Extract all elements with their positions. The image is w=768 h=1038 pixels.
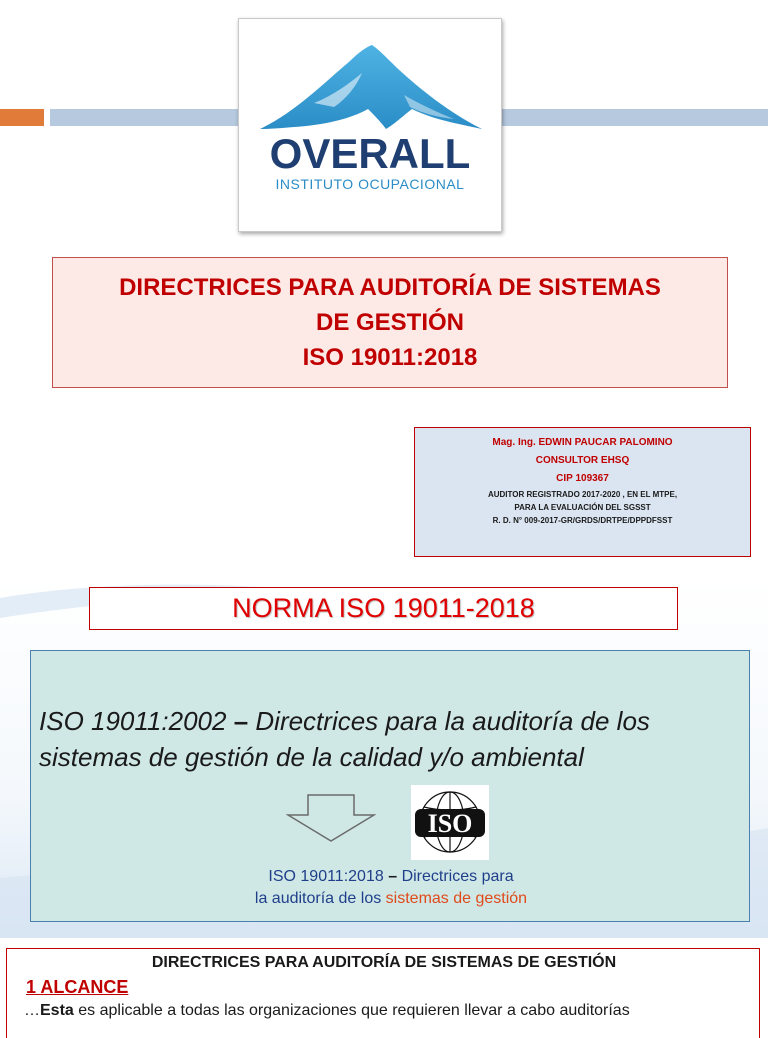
mountain-icon	[254, 43, 486, 133]
title-line-2: DE GESTIÓN	[315, 309, 465, 336]
title-box	[52, 257, 728, 388]
author-name: Mag. Ing. EDWIN PAUCAR PALOMINO	[492, 437, 673, 448]
body-bold: Esta	[40, 1002, 74, 1019]
globe-icon	[411, 785, 489, 860]
title-line-1: DIRECTRICES PARA AUDITORÍA DE SISTEMAS	[119, 274, 661, 301]
body-ellipsis: …	[24, 1002, 40, 1019]
alcance-body	[24, 1001, 768, 1021]
author-line-2: PARA LA EVALUACIÓN DEL SGSST	[514, 503, 651, 512]
iso-logo	[411, 785, 489, 860]
iso-2018-dash: –	[388, 868, 398, 885]
norma-header: NORMA ISO 19011-2018	[232, 593, 535, 623]
author-box	[414, 427, 751, 557]
accent-bar-orange	[0, 109, 44, 126]
slide-norma	[0, 578, 768, 938]
alcance-slide-title: DIRECTRICES PARA AUDITORÍA DE SISTEMAS DE GESTIÓN	[151, 954, 617, 971]
iso-2018-text-2: la auditoría de los	[254, 890, 382, 907]
author-line-3: R. D. N° 009-2017-GR/GRDS/DRTPE/DPPDFSST	[492, 516, 673, 525]
iso-2018-text-1: Directrices para	[401, 868, 514, 885]
arrow-down-icon	[286, 793, 376, 843]
iso-2018-highlight: sistemas de gestión	[385, 890, 528, 907]
iso-2002-dash: –	[233, 706, 249, 736]
author-line-1: AUDITOR REGISTRADO 2017-2020 , EN EL MTPE,	[487, 490, 678, 499]
body-rest: es aplicable a todas las organizaciones que requieren llevar a cabo auditorías	[73, 1002, 630, 1019]
overall-logo	[238, 18, 502, 232]
logo-subtitle: INSTITUTO OCUPACIONAL	[275, 176, 465, 192]
iso-panel	[30, 650, 750, 922]
iso-2018-caption	[31, 866, 751, 910]
iso-2002-heading	[39, 703, 745, 775]
norma-header-box	[89, 587, 678, 630]
iso-2002-code: ISO 19011:2002	[39, 706, 227, 736]
author-role: CONSULTOR EHSQ	[535, 455, 630, 466]
section-heading: 1 ALCANCE	[26, 977, 129, 997]
logo-wordmark: OVERALL	[269, 130, 471, 177]
title-line-3: ISO 19011:2018	[302, 344, 478, 371]
iso-2002-text: Directrices para la auditoría de los sistemas de gestión de la calidad y/o ambiental	[39, 706, 650, 772]
iso-2018-code: ISO 19011:2018	[268, 868, 384, 885]
author-cip: CIP 109367	[556, 473, 609, 484]
iso-logo-text: ISO	[427, 809, 473, 838]
slide-alcance	[0, 938, 768, 1024]
